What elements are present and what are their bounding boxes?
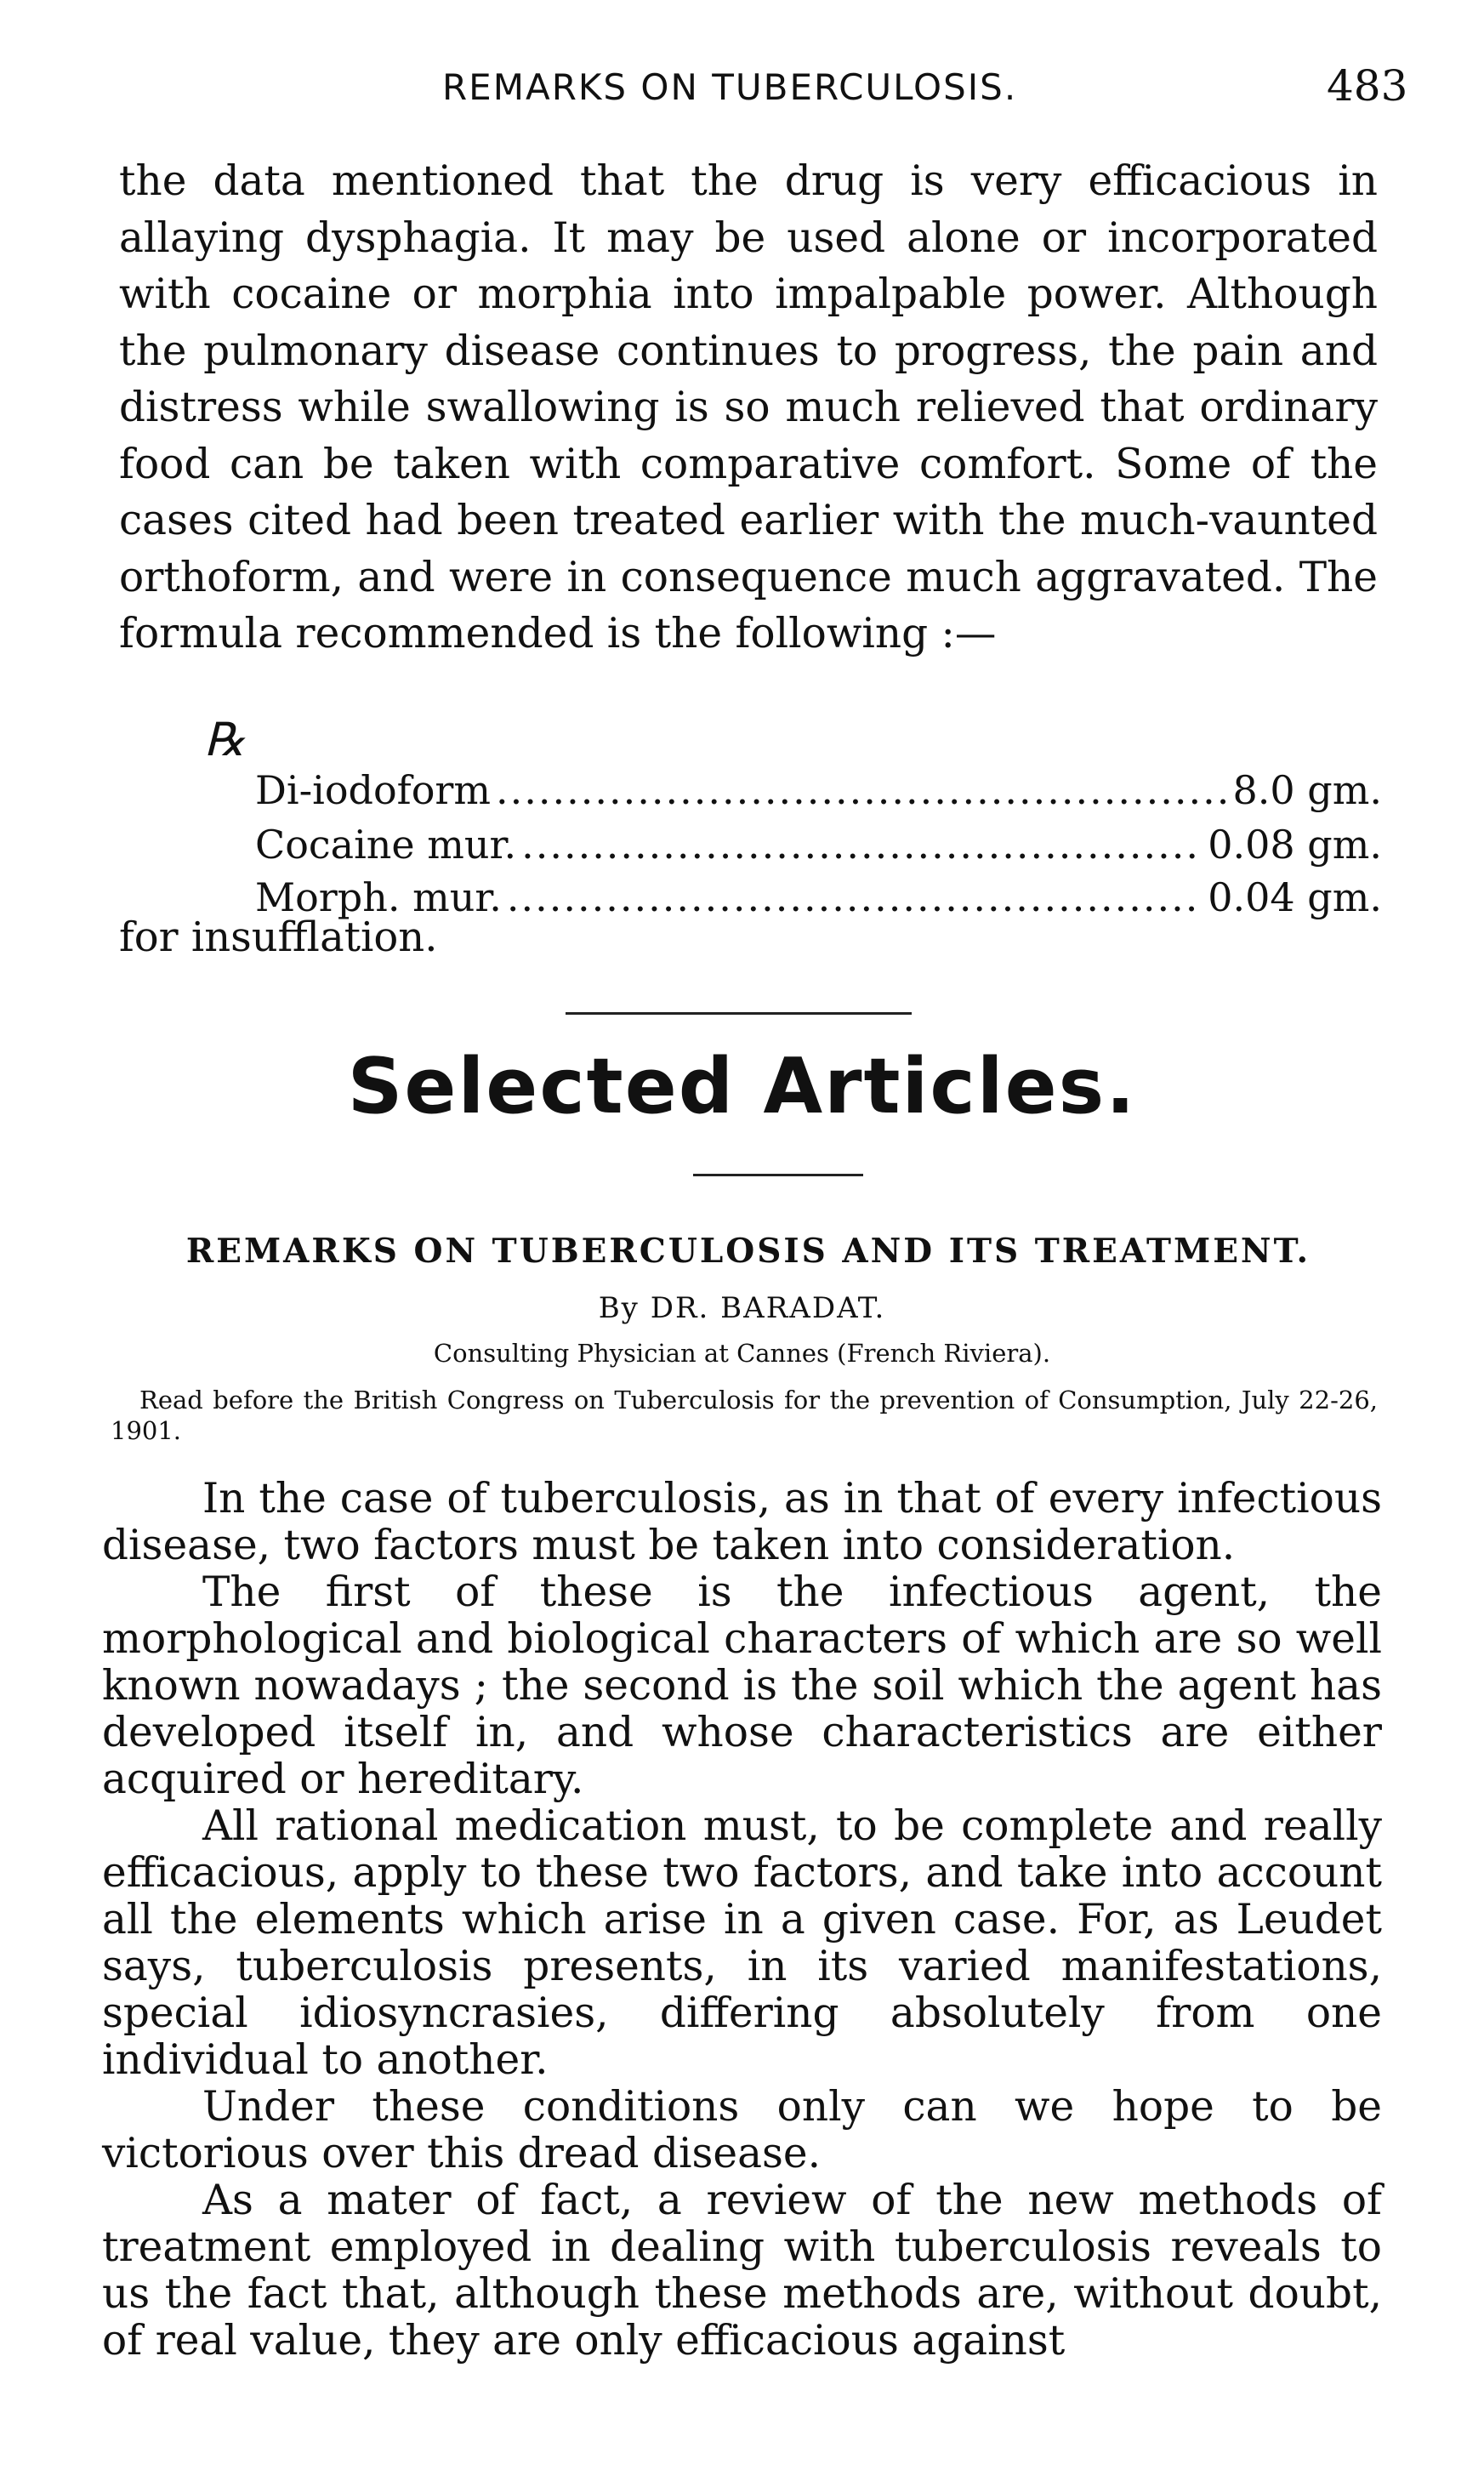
article-paragraph: The first of these is the infectious agent, the morphological and biological characters of which are so well known nowadays ; the second is the soil which the agent has developed itself in, and whose characteristics are either acquired or hereditary. bbox=[102, 1568, 1382, 1803]
section-divider-bottom bbox=[693, 1174, 863, 1176]
article-body bbox=[102, 1476, 1382, 2365]
section-heading: Selected Articles. bbox=[347, 1042, 1137, 1131]
article-note: Read before the British Congress on Tuberculosis for the prevention of Consumption, July 22-26, 1901. bbox=[111, 1386, 1378, 1445]
page-number: 483 bbox=[1327, 61, 1408, 111]
leader-dots bbox=[507, 874, 1203, 920]
prescription-line bbox=[255, 822, 1382, 878]
leader-dots bbox=[496, 767, 1228, 813]
prescription-dose: 8.0 gm. bbox=[1232, 767, 1382, 813]
prescription-drug: Di-iodoform bbox=[255, 767, 492, 813]
article-byline: By DR. BARADAT. bbox=[598, 1291, 886, 1325]
prescription-dose: 0.08 gm. bbox=[1208, 822, 1382, 868]
prescription-instruction: for insufflation. bbox=[119, 913, 438, 961]
prescription-drug: Morph. mur. bbox=[255, 874, 502, 920]
running-title: REMARKS ON TUBERCULOSIS. bbox=[442, 66, 1018, 108]
article-title: REMARKS ON TUBERCULOSIS AND ITS TREATMENT. bbox=[185, 1232, 1311, 1271]
article-paragraph: In the case of tuberculosis, as in that of every infectious disease, two factors must be taken into consideration. bbox=[102, 1475, 1382, 1569]
article-paragraph: Under these conditions only can we hope to be victorious over this dread disease. bbox=[102, 2083, 1382, 2177]
continued-paragraph: the data mentioned that the drug is very efficacious in allaying dysphagia. It may be used alone or incorporated with cocaine or morphia into impalpable power. Although the pulmonary disease continues to progress, the pain and distress while swallowing is so much relieved that ordinary food can be taken with comparative comfort. Some of the cases cited had been treated earlier with the much-vaunted orthoform, and were in consequence much aggravated. The formula recommended is the following :— bbox=[119, 157, 1378, 657]
author-affiliation: Consulting Physician at Cannes (French Riviera). bbox=[433, 1339, 1051, 1368]
article-paragraph: All rational medication must, to be complete and really efficacious, apply to these two factors, and take into account all the elements which arise in a given case. For, as Leudet says, tuberculosis presents, in its varied manifestations, special idiosyncrasies, differing absolutely from one individual to another. bbox=[102, 1802, 1382, 2084]
prescription-line bbox=[255, 767, 1382, 823]
article-paragraph: As a mater of fact, a review of the new methods of treatment employed in dealing with tuberculosis reveals to us the fact that, although these methods are, without doubt, of real value, they are only efficacious against bbox=[102, 2177, 1382, 2365]
leader-dots bbox=[521, 822, 1203, 868]
section-divider-top bbox=[566, 1012, 912, 1015]
prescription-drug: Cocaine mur. bbox=[255, 822, 517, 868]
prescription-dose: 0.04 gm. bbox=[1208, 874, 1382, 920]
prescription-symbol: ℞ bbox=[204, 713, 246, 766]
